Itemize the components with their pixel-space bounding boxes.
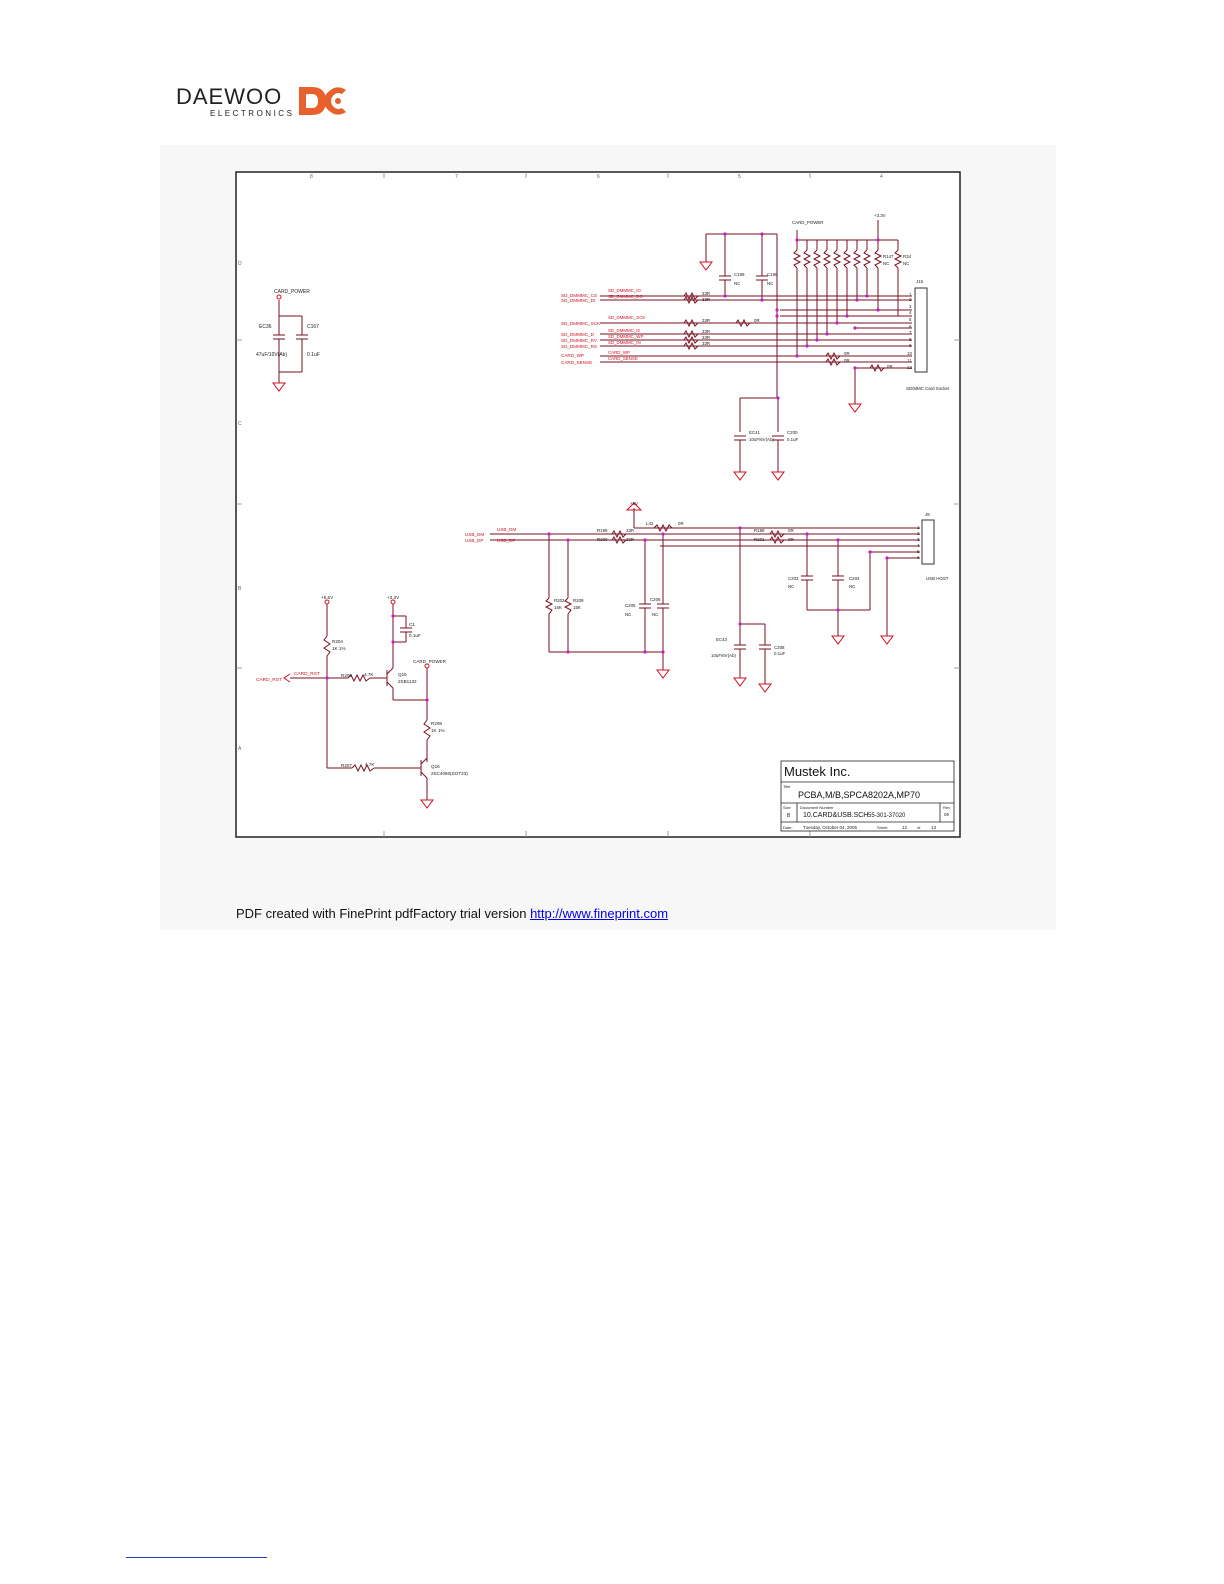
connector-ref: J8 [925,512,930,517]
part-number: 55-301-37020 [868,813,906,819]
net-name: SD_DMMMC_DO [608,294,643,299]
date-label: Date: [783,825,793,830]
part-label: C198 [767,272,778,277]
pin-number: 10 [907,351,912,356]
part-label: NC [734,281,741,286]
res-value: 33R [702,297,711,302]
docnum-label: Document Number [800,805,834,810]
footer-text: PDF created with FinePrint pdfFactory trial version [236,906,531,921]
title-company: Mustek Inc. [784,764,851,779]
pin-number: 1 [909,292,912,297]
part-label: Q16 [431,764,440,769]
connector-name: SD/MMC Card Socket [906,386,950,391]
frame-letter: A [238,746,242,752]
net-name: CARD_WP [608,350,630,355]
part-label: R34 [903,254,912,259]
part-label: EC41 [749,430,760,435]
frame-letter: B [238,586,242,592]
part-label: 33R [626,537,635,542]
part-label: 4.7K [365,762,375,767]
part-label: 0R [678,521,684,526]
footnote-rule [126,1557,267,1558]
logo-wordmark: DAEWOO [176,84,283,109]
schematic-frame [236,172,960,837]
pin-number: 5 [917,549,920,554]
frame-number: 8 [310,174,313,180]
net-label: CARD_SENSE [561,360,593,365]
pin-number: 4 [917,543,920,548]
part-label: 33R [626,528,635,533]
net-label: SD_DMMMC_RS [561,344,597,349]
net-name: SD_DMMMC_IN [608,340,641,345]
title-text: PCBA,M/B,SPCA8202A,MP70 [798,790,921,800]
res-value: 33R [702,329,711,334]
part-label: NC [849,584,856,589]
part-label: NC [788,584,795,589]
part-label: R199 [754,528,765,533]
net-label: USB_DM [465,532,485,537]
part-label: 0.1uF [774,651,786,656]
part-label: C208 [774,645,785,650]
part-label: C205 [625,603,636,608]
part-label: 4.7K [364,672,374,677]
connector-ref: J15 [916,279,924,284]
frame-number: 4 [880,174,883,180]
part-label: Q15 [398,672,407,677]
logo-subtitle: ELECTRONICS [210,109,295,118]
net-name: CARD_RST [294,672,320,677]
part-label: 0R [788,537,794,542]
part-label: 10uF/6V(Ab) [711,653,736,658]
sheet-of: of [917,825,921,830]
part-label: R209 [573,598,584,603]
fineprint-link[interactable]: http://www.fineprint.com [530,906,669,921]
net-label: SD_DMMMC_D [561,332,594,337]
net-name: SD_DMMMC_WP [608,334,644,339]
part-label: R207 [341,763,352,768]
docnum-value: 10.CARD&USB.SCH [803,812,869,819]
net-label: SD_DMMMC_RV [561,338,597,343]
part-label: EC43 [716,637,727,642]
pin-number: 1 [917,525,920,530]
pin-number: 3 [917,537,920,542]
net-name: SD_DMMMC_I0 [608,328,640,333]
part-label: C206 [650,597,661,602]
rev-label: Rev [943,805,951,810]
part-label: C203 [788,576,799,581]
net-label: CARD_POWER [792,220,824,225]
part-label: NC [652,612,659,617]
net-label: SD_DMMMC_CS [561,293,597,298]
connector-name: USB HOST [926,576,949,581]
pin-number: 5 [909,317,912,322]
part-label: 0.1uF [409,633,421,638]
rev-value: 06 [944,812,950,817]
date-value: Tuesday, October 04, 2005 [803,825,858,830]
res-value: 0R [754,318,760,323]
sheet-label: Sheet [877,825,888,830]
net-label: +3.3V [387,595,400,600]
part-label: NC [767,281,774,286]
net-name: USB_DP [497,538,516,543]
res-value: 33R [702,291,711,296]
part-label: 2SB1132 [398,679,417,684]
part-label: 1K 1% [332,646,346,651]
pdf-footer [236,906,668,921]
pin-number: 4 [909,310,912,315]
part-label: EC36 [259,324,272,330]
net-label: SD_DMMMC_SCK [561,321,601,326]
part-label: 47uF/10V(Ab) [256,352,288,358]
net-name: SD_DMMMC_IO [608,288,641,293]
part-label: C204 [849,576,860,581]
part-label: NC [625,612,632,617]
part-label: R201 [754,537,765,542]
sheet-value: 12 [902,825,908,830]
net-name: CARD_SENSE [608,356,638,361]
net-label: CARD_POWER [274,289,310,295]
part-label: 2SC4080(SOT23) [431,771,468,776]
part-label: 15K [554,605,562,610]
part-label: R199 [597,528,608,533]
net-label: CARD_POWER [413,659,446,664]
pin-number: 6 [917,555,920,560]
frame-letter: C [238,421,242,427]
frame-number: 6 [597,174,600,180]
part-label: R204 [332,639,343,644]
part-label: C167 [307,324,319,330]
frame-number: 5 [738,174,741,180]
part-label: R200 [597,537,608,542]
net-label: CARD_WP [561,353,584,358]
pin-number: 7 [909,330,912,335]
part-label: 15K [573,605,581,610]
res-value: 33R [702,341,711,346]
pin-number: 9 [909,343,912,348]
pin-number: 2 [917,531,920,536]
part-label: R202 [554,598,565,603]
part-label: L42 [646,521,654,526]
net-label: SD_DMMMC_DI [561,298,596,303]
part-label: R147 [883,254,894,259]
pin-number: 2 [909,297,912,302]
pin-number: 11 [907,358,912,363]
part-label: C199 [734,272,745,277]
part-label: R208 [431,721,442,726]
size-value: B [787,813,791,819]
part-label: R206 [341,673,352,678]
pin-number: 12 [907,365,912,370]
title-label: Title [783,784,791,789]
net-label: USB_DP [465,538,484,543]
res-value: 0R [844,358,850,363]
part-label: 0.1uF [787,437,799,442]
net-label: CARD_RST [256,678,282,683]
part-label: C200 [787,430,798,435]
res-value: 33R [702,318,711,323]
pin-number: 8 [909,337,912,342]
part-label: 1K 1% [431,728,445,733]
pin-number: 6 [909,324,912,329]
size-label: Size [783,805,791,810]
frame-letter: D [238,261,242,267]
net-name: USB_DM [497,527,517,532]
res-value: 33R [702,335,711,340]
part-label: NC [903,261,910,266]
net-name: SD_DMMMC_SCK [608,315,646,320]
part-label: 0R [788,528,794,533]
res-value: 0R [887,364,893,369]
part-label: NC [883,261,890,266]
net-label: +3.3V [874,213,886,218]
net-label: +5V [630,501,638,506]
net-label: +5.5V [321,595,334,600]
frame-number: 7 [455,174,458,180]
part-label: C1 [409,622,415,627]
part-label: 10uF/6V(Ab) [749,437,774,442]
pin-number: 3 [909,304,912,309]
sheet-total: 13 [931,825,937,830]
res-value: 0R [844,351,850,356]
part-label: 0.1uF [307,352,320,358]
